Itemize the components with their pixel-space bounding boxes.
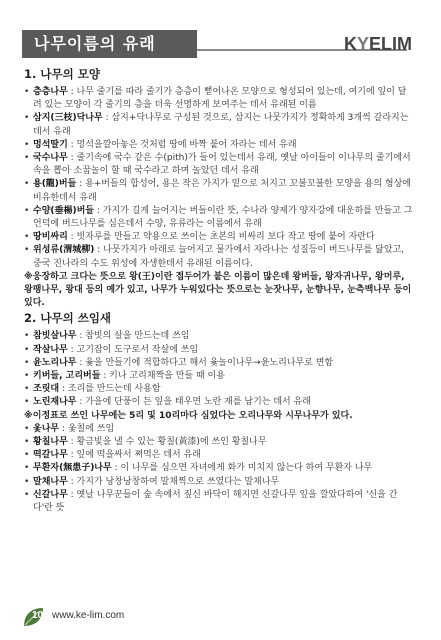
section-heading-usage: 2. 나무의 쓰임새 <box>24 311 112 326</box>
section-note: ※이정표로 쓰인 나무에는 5리 및 10리마다 심었다는 오리나무와 시무나무가 있다. <box>24 410 353 421</box>
item-text: : 나무 줄기를 따라 줄기가 층층이 뻗어나온 모양으로 형성되어 있는데, 여기에 잎이 달려 있는 모양이 각 줄기의 층을 더욱 선명하게 보여주는 데서 유래된 이름 <box>33 87 407 111</box>
item-term: 말채나무 <box>33 476 68 487</box>
list-item: • 국수나무 : 줄기속에 국수 같은 수(pith)가 들어 있는데서 유래, 옛날 아이들이 이나무의 줄기에서 속을 뽑아 소꿉놀이 할 때 국수라고 하며 놀았던 데서 유래 <box>24 153 411 177</box>
list-item: • 무환자(無患子)나무 : 이 나무를 심으면 자녀에게 화가 미치지 않는다 하여 무환자 나무 <box>24 463 373 474</box>
item-text: : 삼지+닥나무로 구성된 것으로, 삼지는 나뭇가지가 정확하게 3개씩 갈라지는 데서 유래 <box>33 113 409 137</box>
item-term: 삼지(三枝)닥나무 <box>33 113 103 124</box>
logo-prefix: K <box>343 34 357 54</box>
item-text: : 고기잡이 도구로서 작살에 쓰임 <box>67 344 199 355</box>
usage-list-2 <box>24 423 414 515</box>
list-item: • 조릿대 : 조리를 만드는데 사용함 <box>24 384 161 395</box>
list-item: • 옻나무 : 옻칠에 쓰임 <box>24 423 115 434</box>
page-footer <box>22 606 222 628</box>
list-item: • 멍석딸기 : 멍석을깔아놓은 것처럼 땅에 바짝 붙어 자라는 데서 유래 <box>24 139 297 150</box>
item-term: 수양(垂楊)버들 <box>33 205 95 216</box>
list-item: • 수양(垂楊)버들 : 가지가 길게 늘어지는 버들이란 뜻, 수나라 양제가 양자강에 대운하를 만들고 그 언덕에 버드나무를 심은데서 수양, 유류라는 이름에서 유래 <box>24 205 413 230</box>
item-term: 윤노리나무 <box>33 357 77 368</box>
item-text: : 윷을 만들기에 적합하다고 해서 윷놀이나무→윤노리나무로 변함 <box>76 357 334 368</box>
item-text: : 빗자루를 만들고 약용으로 쓰이는 초본의 비싸리 보다 작고 땅에 붙어 자란다 <box>67 232 375 243</box>
item-text: : 이 나무를 심으면 자녀에게 화가 미치지 않는다 하여 무환자 나무 <box>111 463 373 474</box>
item-text: : 황금빛을 낼 수 있는 황칠(黃漆)에 쓰인 황칠나무 <box>67 437 267 448</box>
list-item: • 떡갈나무 : 잎에 떡을싸서 쪄먹은 데서 유래 <box>24 450 202 461</box>
item-term: 황칠나무 <box>33 437 68 448</box>
item-text: : 줄기속에 국수 같은 수(pith)가 들어 있는데서 유래, 옛날 아이들이 이나무의 줄기에서 속을 뽑아 소꿉놀이 할 때 국수라고 하며 놀았던 데서 유래 <box>33 153 411 177</box>
list-item: • 위성류(渭城柳) : 나뭇가지가 아래로 늘어지고 물가에서 자라나는 성질등이 버드나무를 닮았고, 중국 진나라의 수도 위성에 자생한데서 유래된 이름이다. <box>24 245 405 269</box>
item-text: : 키나 고리채짝을 만들 때 이용 <box>100 371 225 382</box>
item-term: 위성류(渭城柳) <box>33 245 95 256</box>
page-title: 나무이름의 유래 <box>22 30 197 58</box>
brand-logo <box>344 34 412 55</box>
list-item: • 작살나무 : 고기잡이 도구로서 작살에 쓰임 <box>24 344 199 355</box>
item-term: 멍석딸기 <box>33 139 68 150</box>
item-text: : 옻칠에 쓰임 <box>59 423 115 434</box>
list-item: • 참빗살나무 : 참빗의 살을 만드는데 쓰임 <box>24 331 190 342</box>
section-note: ※웅장하고 크다는 뜻으로 왕(王)이란 접두어가 붙은 이름이 많은데 왕버들, 왕자귀나무, 왕머루, 왕팽나무, 왕대 등의 예가 있고, 나무가 누워있다는 뜻으로는 눈잣나무, 눈향나무, 눈측백나무 등이 있다. <box>24 271 412 309</box>
item-term: 키버들, 고리버들 <box>33 371 101 382</box>
page-number: 108 <box>32 610 49 621</box>
list-item: • 땅비싸리 : 빗자루를 만들고 약용으로 쓰이는 초본의 비싸리 보다 작고 땅에 붙어 자란다 <box>24 232 375 243</box>
section-heading-shape: 1. 나무의 모양 <box>24 67 100 81</box>
list-item: • 노린재나무 : 가을에 단풍이 든 잎을 태우면 노란 재를 남기는 데서 유래 <box>24 397 311 408</box>
usage-list <box>24 330 414 409</box>
main-content <box>24 66 414 515</box>
item-term: 층층나무 <box>33 87 68 97</box>
item-text: : 가지가 낭창낭창하여 말채찍으로 쓰였다는 말채나무 <box>67 476 280 487</box>
item-text: : 참빗의 살을 만드는데 쓰임 <box>76 331 190 342</box>
item-text: : 잎에 떡을싸서 쪄먹은 데서 유래 <box>67 450 202 461</box>
item-term: 신갈나무 <box>33 489 68 500</box>
page-header <box>22 30 422 62</box>
item-term: 노린재나무 <box>33 397 77 408</box>
item-text: : 나뭇가지가 아래로 늘어지고 물가에서 자라나는 성질등이 버드나무를 닮았고, 중국 진나라의 수도 위성에 자생한데서 유래된 이름이다. <box>33 245 405 269</box>
list-item: • 신갈나무 : 옛날 나무꾼들이 숲 속에서 짚신 바닥이 해지면 신갈나무 잎을 깔았다하여 '신을 간다'란 뜻 <box>24 489 398 514</box>
item-term: 떡갈나무 <box>33 450 68 461</box>
logo-mid: Y <box>356 34 369 54</box>
item-text: : 용+버들의 합성어, 용은 작은 가지가 밑으로 처지고 꼬불꼬불한 모양을 용의 형상에 비유한데서 유래 <box>33 179 411 203</box>
item-term: 옻나무 <box>33 423 60 434</box>
list-item: • 용(龍)버들 : 용+버들의 합성어, 용은 작은 가지가 밑으로 처지고 꼬불꼬불한 모양을 용의 형상에 비유한데서 유래 <box>24 179 411 203</box>
item-text: : 가을에 단풍이 든 잎을 태우면 노란 재를 남기는 데서 유래 <box>76 397 311 408</box>
item-term: 참빗살나무 <box>33 331 77 342</box>
logo-suffix: ELIM <box>369 34 412 54</box>
list-item: • 윤노리나무 : 윷을 만들기에 적합하다고 해서 윷놀이나무→윤노리나무로 변함 <box>24 357 334 368</box>
item-text: : 조리를 만드는데 사용함 <box>59 384 161 395</box>
item-text: : 가지가 길게 늘어지는 버들이란 뜻, 수나라 양제가 양자강에 대운하를 만들고 그 언덕에 버드나무를 심은데서 수양, 유류라는 이름에서 유래 <box>33 205 413 230</box>
website-url[interactable]: www.ke-lim.com <box>52 610 125 621</box>
list-item: • 황칠나무 : 황금빛을 낼 수 있는 황칠(黃漆)에 쓰인 황칠나무 <box>24 437 267 448</box>
item-term: 작살나무 <box>33 344 68 355</box>
item-term: 무환자(無患子)나무 <box>33 463 112 474</box>
list-item: • 층층나무 : 나무 줄기를 따라 줄기가 층층이 뻗어나온 모양으로 형성되어 있는데, 여기에 잎이 달려 있는 모양이 각 줄기의 층을 더욱 선명하게 보여주는 데서 유래된 이름 <box>24 87 407 111</box>
list-item: • 말채나무 : 가지가 낭창낭창하여 말채찍으로 쓰였다는 말채나무 <box>24 476 280 487</box>
item-text: : 옛날 나무꾼들이 숲 속에서 짚신 바닥이 해지면 신갈나무 잎을 깔았다하여 '신을 간다'란 뜻 <box>33 489 398 514</box>
item-term: 땅비싸리 <box>33 232 68 243</box>
list-item: • 키버들, 고리버들 : 키나 고리채짝을 만들 때 이용 <box>24 371 225 382</box>
item-text: : 멍석을깔아놓은 것처럼 땅에 바짝 붙어 자라는 데서 유래 <box>67 139 297 150</box>
item-term: 국수나무 <box>33 153 68 164</box>
item-term: 용(龍)버들 <box>33 179 77 190</box>
shape-list <box>24 86 414 271</box>
item-term: 조릿대 <box>33 384 60 395</box>
list-item: • 삼지(三枝)닥나무 : 삼지+닥나무로 구성된 것으로, 삼지는 나뭇가지가 정확하게 3개씩 갈라지는 데서 유래 <box>24 113 409 137</box>
